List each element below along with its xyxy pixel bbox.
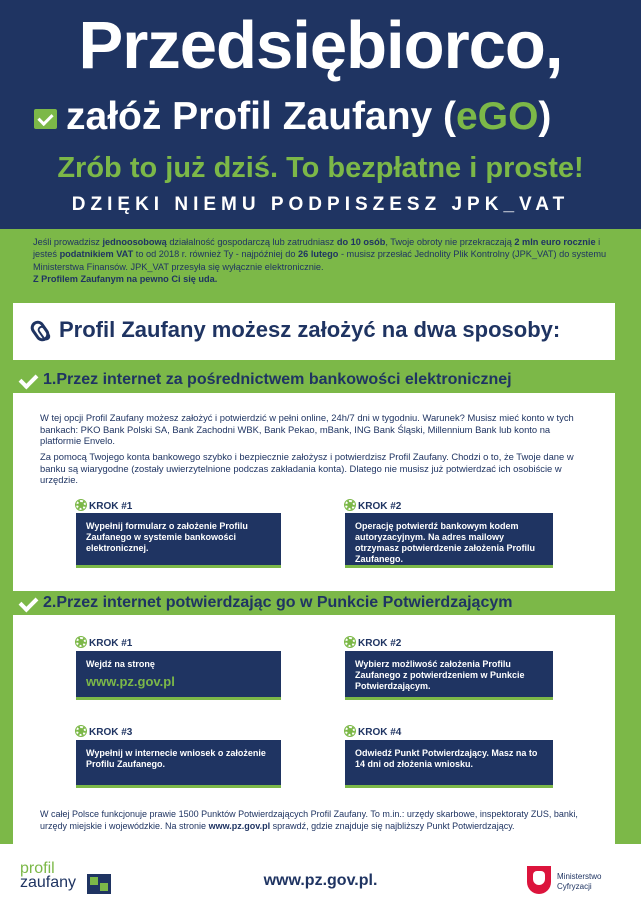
logo-line2: zaufany (20, 874, 77, 891)
section1-title: 1.Przez internet za pośrednictwem bankowości elektronicznej (43, 371, 512, 388)
section1-header (13, 369, 615, 391)
ministry-label (557, 872, 601, 892)
footer-url[interactable]: www.pz.gov.pl. (263, 872, 378, 889)
subtitle-suffix: ) (538, 95, 552, 138)
intro-bold: do 10 osób (336, 237, 386, 247)
intro-text: i jesteś (33, 237, 601, 260)
step-box (76, 651, 281, 700)
points-text: sprawdź, gdzie znajduje się najbliższy Punkt Potwierdzający. (270, 821, 515, 831)
gear-icon (76, 726, 86, 736)
points-text: W całej Polsce funkcjonuje prawie 1500 Punktów Potwierdzających Profil Zaufany. To m.in.: urzędy skarbowe, inspektoraty ZUS, banki, urzędy miejskie i wojewódzkie. Na stronie (40, 809, 578, 831)
step-label (345, 637, 401, 649)
intro-paragraph (33, 236, 613, 286)
intro-text: - musisz przesłać Jednolity Plik Kontrolny (JPK_VAT) do systemu Ministerstwa Finansów. JPK_VAT przesyła się wyłącznie elektronicznie. (33, 249, 607, 272)
step-label (345, 500, 401, 512)
subtitle-prefix: załóż Profil Zaufany ( (66, 95, 457, 138)
step-box: Wypełnij formularz o założenie Profilu Zaufanego w systemie bankowości elektronicznej. (76, 513, 281, 568)
intro-bold: 2 mln euro rocznie (514, 237, 596, 247)
main-title: Przedsiębiorco, (78, 8, 563, 83)
section1-para2: Za pomocą Twojego konta bankowego szybko i bezpiecznie założysz i potwierdzisz Profil Zaufany. Chodzi o to, że Twoje dane w banku są wiarygodne (zostały uwierzytelnione podczas zakładania konta). Dlatego nie musisz już potwierdzać ich osobiście w urzędzie. (40, 451, 574, 486)
check-icon (21, 596, 32, 611)
step-label-text: KROK #2 (358, 501, 402, 512)
ways-heading-box (13, 303, 615, 360)
tagline: Zrób to już dziś. To bezpłatne i proste! (57, 152, 584, 184)
step-label (76, 500, 132, 512)
intro-bold: jednoosobową (102, 237, 167, 247)
step-box: Wybierz możliwość założenia Profilu Zaufanego z potwierdzeniem w Punkcie Potwierdzającym. (345, 651, 553, 700)
step-label (76, 726, 132, 738)
step-box: Wypełnij w internecie wniosek o założenie Profilu Zaufanego. (76, 740, 281, 788)
intro-text: Jeśli prowadzisz (33, 237, 103, 247)
logo-line1: profil (20, 860, 55, 877)
points-paragraph (40, 808, 600, 832)
points-link[interactable]: www.pz.gov.pl (208, 821, 271, 831)
gear-icon (345, 500, 355, 510)
step-label-text: KROK #2 (358, 638, 402, 649)
intro-closing: Z Profilem Zaufanym na pewno Ci się uda. (33, 274, 218, 285)
header-banner (0, 0, 641, 229)
footer (0, 844, 641, 912)
ministry-line2: Cyfryzacji (557, 882, 592, 891)
gear-icon (345, 726, 355, 736)
pz-link[interactable]: www.pz.gov.pl (86, 674, 175, 689)
step-label (76, 637, 132, 649)
paperclip-icon (28, 318, 52, 344)
step-box: Odwiedź Punkt Potwierdzający. Masz na to 14 dni od złożenia wniosku. (345, 740, 553, 788)
step-text: Wejdź na stronę (86, 659, 155, 669)
step-label-text: KROK #1 (89, 501, 133, 512)
gear-icon (345, 637, 355, 647)
step-label-text: KROK #3 (89, 727, 133, 738)
step-box: Operację potwierdź bankowym kodem autoryzacyjnym. Na adres mailowy otrzymasz potwierdzenie założenia Profilu Zaufanego. (345, 513, 553, 568)
step-label-text: KROK #4 (358, 727, 402, 738)
ways-title: Profil Zaufany możesz założyć na dwa sposoby: (59, 317, 561, 342)
jpk-line: DZIĘKI NIEMU PODPISZESZ JPK_VAT (71, 194, 570, 215)
intro-text: , Twoje obroty nie przekraczają (385, 237, 515, 247)
step-label-text: KROK #1 (89, 638, 133, 649)
section2-header (13, 592, 615, 614)
ministry-line1: Ministerstwo (557, 872, 602, 881)
step-label (345, 726, 401, 738)
check-icon (21, 373, 32, 388)
section2-title: 2.Przez internet potwierdzając go w Punkcie Potwierdzającym (43, 594, 513, 611)
intro-text: działalność gospodarczą lub zatrudniasz (166, 237, 337, 247)
subtitle (34, 93, 551, 141)
section1-para1: W tej opcji Profil Zaufany możesz założyć i potwierdzić w pełni online, 24h/7 dni w tygodniu. Warunek? Musisz mieć konto w tych bankach: PKO Bank Polski SA, Bank Zachodni WBK, Bank Pekao, mBank, ING Bank Śląski, Millennium Bank lub konto na platformie Envelo. (40, 412, 574, 447)
intro-bold: podatnikiem VAT (59, 249, 134, 260)
polish-eagle-emblem-icon (527, 866, 551, 894)
intro-text: to od 2018 r. również Ty - najpóźniej do (133, 249, 299, 260)
subtitle-ego: eGO (456, 95, 539, 138)
intro-bold: 26 lutego (298, 249, 339, 260)
gear-icon (76, 637, 86, 647)
gear-icon (76, 500, 86, 510)
